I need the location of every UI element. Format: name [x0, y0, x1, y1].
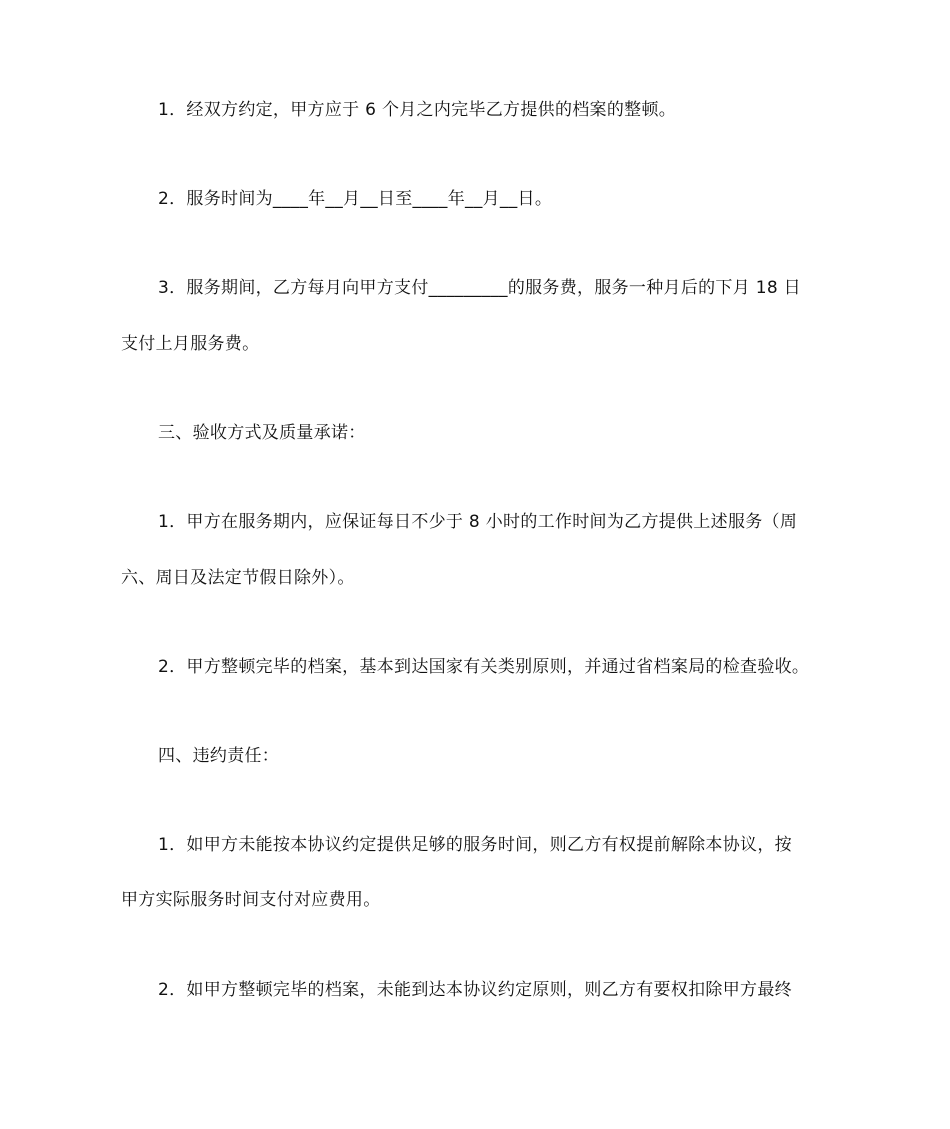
- liability-clause-1-continued: 甲方实际服务时间支付对应费用。: [121, 890, 381, 910]
- section-4-heading: 四、违约责任：: [158, 746, 280, 766]
- liability-clause-1: 1．如甲方未能按本协议约定提供足够的服务时间，则乙方有权提前解除本协议，按: [158, 835, 792, 855]
- section-3-heading: 三、验收方式及质量承诺：: [158, 423, 366, 443]
- acceptance-clause-1-continued: 六、周日及法定节假日除外）。: [121, 568, 355, 588]
- acceptance-clause-2: 2．甲方整顿完毕的档案，基本到达国家有关类别原则，并通过省档案局的检查验收。: [158, 657, 810, 677]
- clause-3-payment-continued: 支付上月服务费。: [121, 334, 260, 354]
- liability-clause-2: 2．如甲方整顿完毕的档案，未能到达本协议约定原则，则乙方有要权扣除甲方最终: [158, 980, 792, 1000]
- clause-3-payment: 3．服务期间，乙方每月向甲方支付_________的服务费，服务一种月后的下月 18 日: [158, 278, 801, 298]
- clause-1-schedule: 1．经双方约定，甲方应于 6 个月之内完毕乙方提供的档案的整顿。: [158, 100, 677, 120]
- acceptance-clause-1: 1．甲方在服务期内，应保证每日不少于 8 小时的工作时间为乙方提供上述服务（周: [158, 512, 798, 532]
- clause-2-service-time: 2．服务时间为____年__月__日至____年__月__日。: [158, 189, 553, 209]
